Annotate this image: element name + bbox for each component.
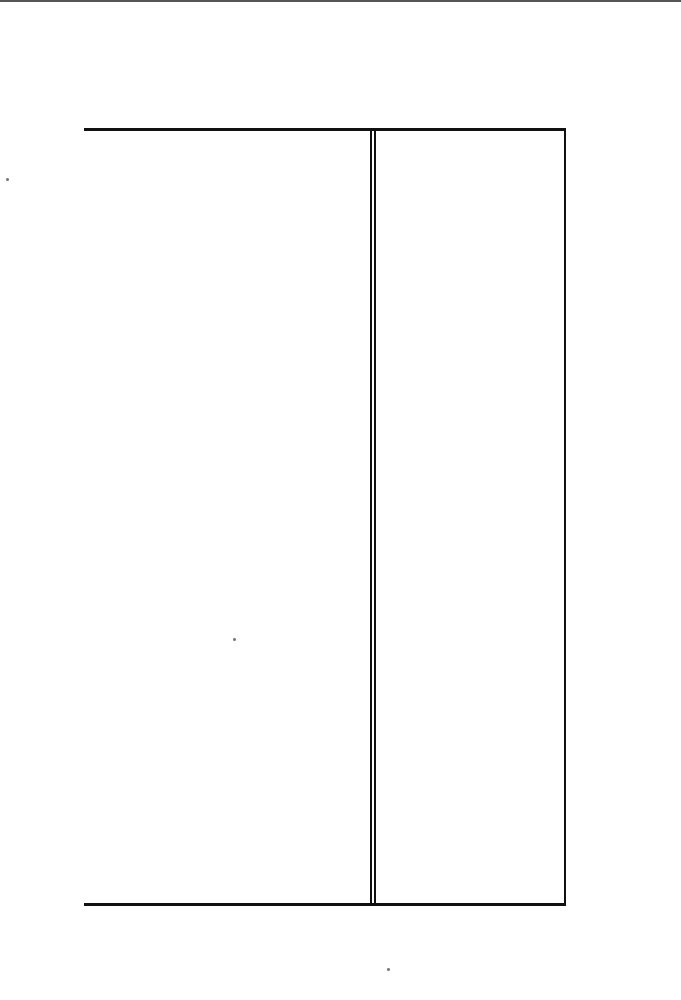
column-divider xyxy=(374,131,376,903)
governors-table xyxy=(84,128,566,906)
scan-speck xyxy=(387,968,390,971)
column-divider xyxy=(370,131,372,903)
scan-speck xyxy=(6,178,9,181)
scan-speck xyxy=(233,638,236,641)
page-top-border xyxy=(0,0,681,2)
